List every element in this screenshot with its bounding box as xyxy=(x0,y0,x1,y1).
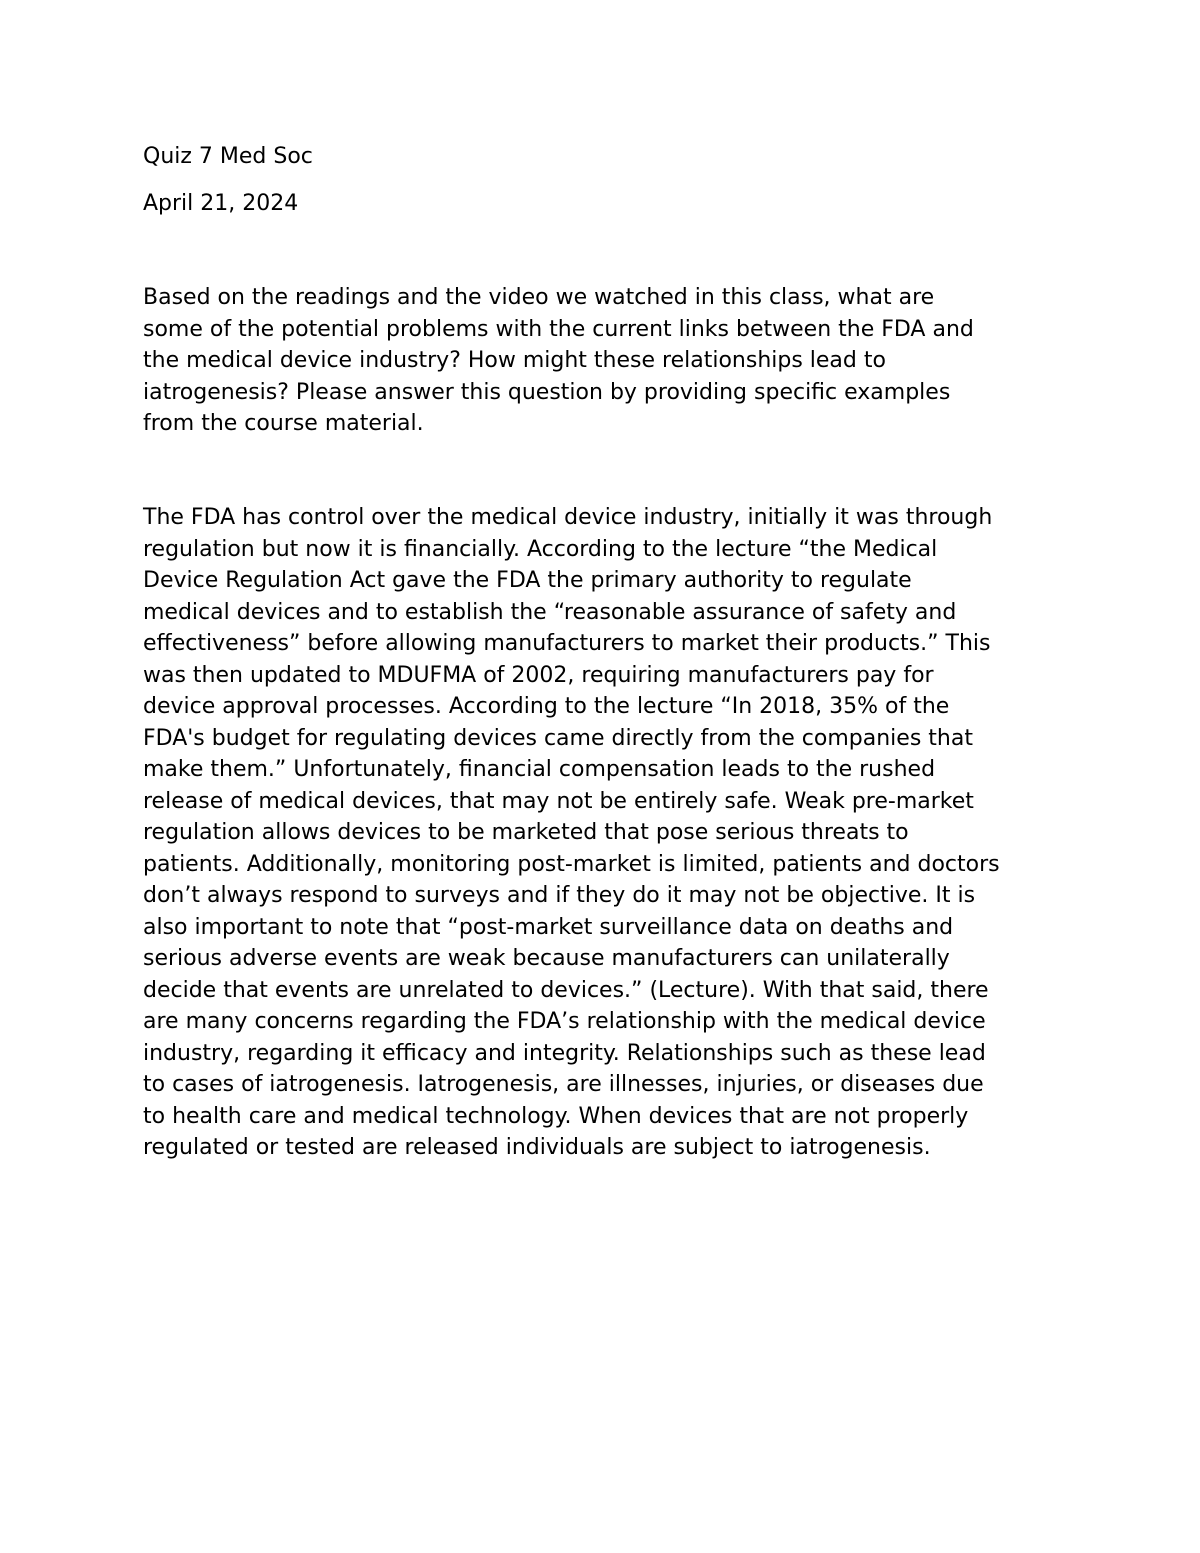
answer-line: regulation but now it is financially. According to the lecture “the Medical xyxy=(143,536,938,562)
answer-line: decide that events are unrelated to devices.” (Lecture). With that said, there xyxy=(143,977,989,1003)
question-line: Based on the readings and the video we watched in this class, what are xyxy=(143,285,935,310)
answer-line: don’t always respond to surveys and if they do it may not be objective. It is xyxy=(143,883,976,908)
answer-line: serious adverse events are weak because manufacturers can unilaterally xyxy=(143,946,950,971)
answer-paragraph xyxy=(143,502,1000,1164)
document-date: April 21, 2024 xyxy=(143,191,299,216)
answer-line: industry, regarding it efficacy and integrity. Relationships such as these lead xyxy=(143,1040,986,1066)
answer-line: make them.” Unfortunately, financial compensation leads to the rushed xyxy=(143,757,936,782)
answer-line: regulated or tested are released individuals are subject to iatrogenesis. xyxy=(143,1135,931,1160)
answer-line: are many concerns regarding the FDA’s relationship with the medical device xyxy=(143,1009,986,1034)
document-title: Quiz 7 Med Soc xyxy=(143,144,313,169)
answer-line: to health care and medical technology. When devices that are not properly xyxy=(143,1103,969,1129)
question-line: the medical device industry? How might these relationships lead to xyxy=(143,348,886,373)
question-line: some of the potential problems with the current links between the FDA and xyxy=(143,316,974,342)
question-line: from the course material. xyxy=(143,411,424,436)
answer-line: to cases of iatrogenesis. Iatrogenesis, are illnesses, injuries, or diseases due xyxy=(143,1072,984,1097)
answer-line: The FDA has control over the medical device industry, initially it was through xyxy=(143,505,993,530)
answer-line: regulation allows devices to be marketed that pose serious threats to xyxy=(143,820,909,845)
answer-line: patients. Additionally, monitoring post-market is limited, patients and doctors xyxy=(143,851,1000,877)
question-paragraph xyxy=(143,282,974,440)
answer-line: medical devices and to establish the “reasonable assurance of safety and xyxy=(143,599,957,625)
answer-line: was then updated to MDUFMA of 2002, requiring manufacturers pay for xyxy=(143,662,934,688)
answer-line: effectiveness” before allowing manufacturers to market their products.” This xyxy=(143,631,991,656)
question-line: iatrogenesis? Please answer this question by providing specific examples xyxy=(143,379,951,405)
answer-line: device approval processes. According to the lecture “In 2018, 35% of the xyxy=(143,694,950,719)
answer-line: FDA's budget for regulating devices came directly from the companies that xyxy=(143,725,973,751)
answer-line: release of medical devices, that may not be entirely safe. Weak pre-market xyxy=(143,788,974,814)
answer-line: also important to note that “post-market surveillance data on deaths and xyxy=(143,914,954,940)
answer-line: Device Regulation Act gave the FDA the primary authority to regulate xyxy=(143,568,912,593)
